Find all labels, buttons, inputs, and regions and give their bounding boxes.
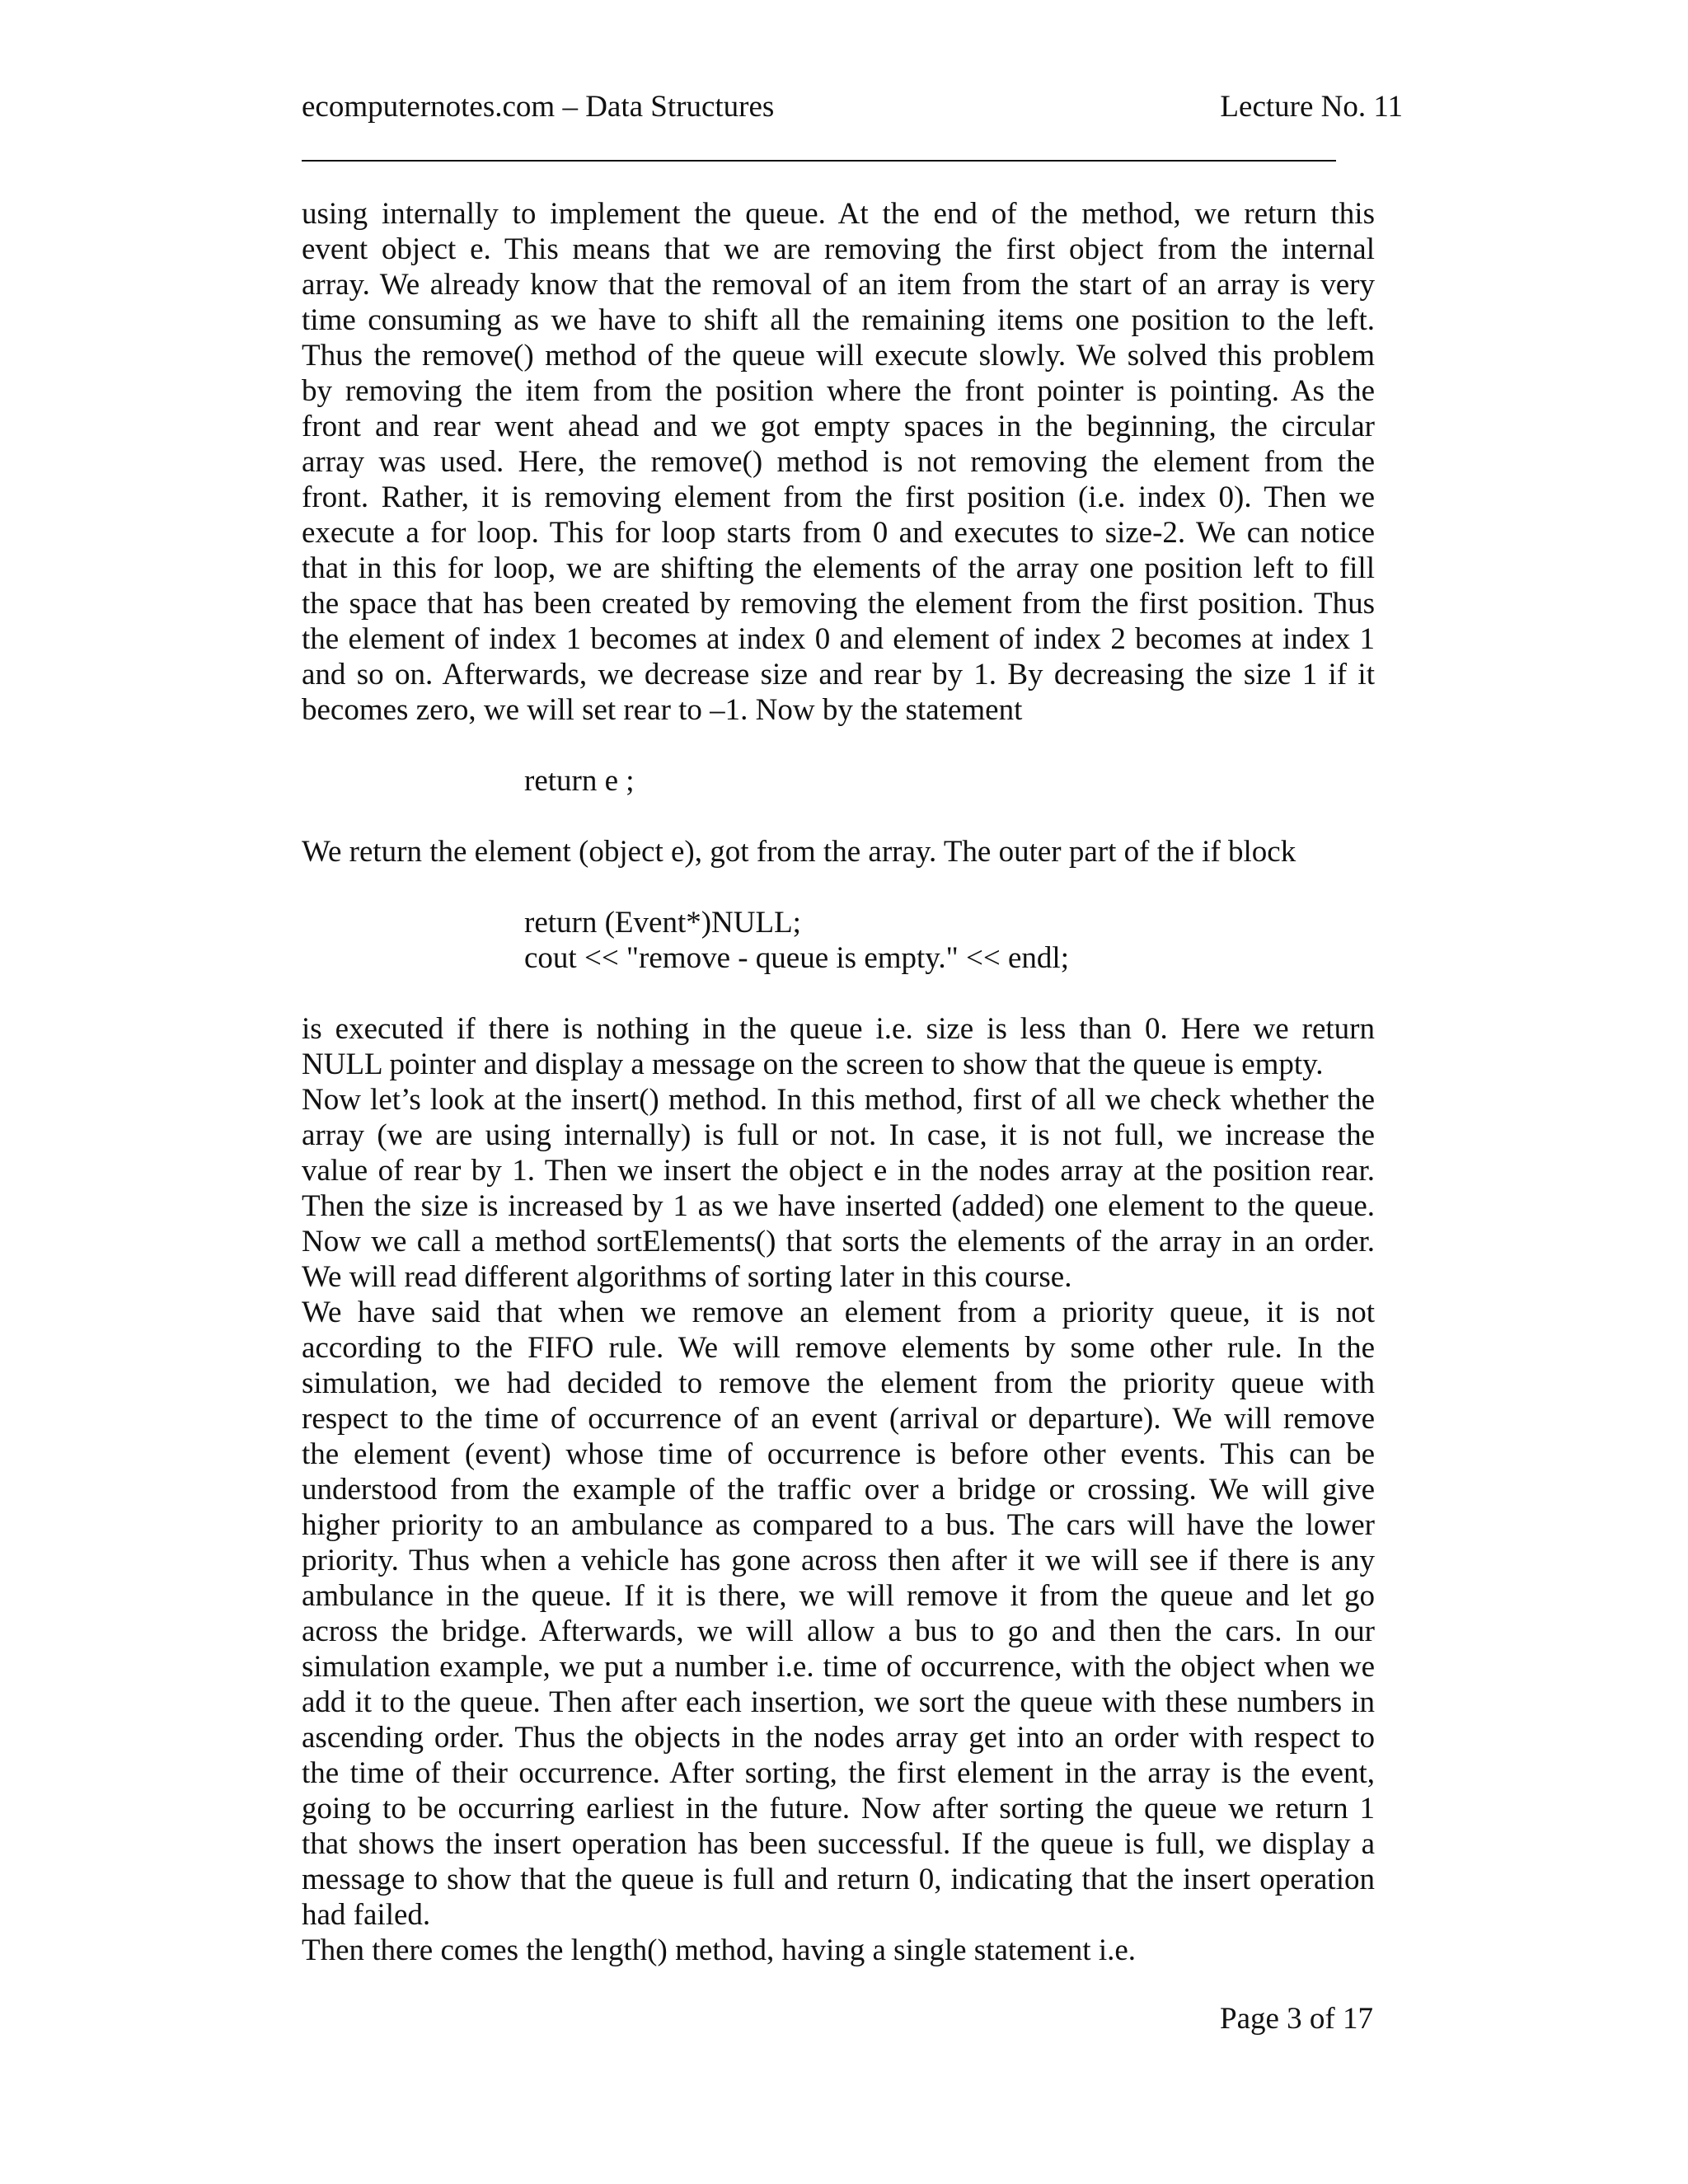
text-line: simulation example, we put a number i.e. time of occurrence, with the object when we <box>302 1650 1375 1684</box>
text-line: Then the size is increased by 1 as we have inserted (added) one element to the queue. <box>302 1189 1375 1223</box>
text-line: according to the FIFO rule. We will remove elements by some other rule. In the <box>302 1331 1375 1365</box>
document-body <box>302 196 1375 1968</box>
text-line: array. We already know that the removal of an item from the start of an array is very <box>302 268 1375 302</box>
text-line: had failed. <box>302 1898 431 1932</box>
text-line: by removing the item from the position where the front pointer is pointing. As the <box>302 374 1375 408</box>
text-line: We have said that when we remove an element from a priority queue, it is not <box>302 1296 1375 1329</box>
text-line: the space that has been created by removing the element from the first position. Thus <box>302 587 1375 621</box>
text-line: value of rear by 1. Then we insert the object e in the nodes array at the position rear. <box>302 1154 1375 1188</box>
text-line: NULL pointer and display a message on the screen to show that the queue is empty. <box>302 1047 1324 1081</box>
text-line: message to show that the queue is full and return 0, indicating that the insert operation <box>302 1863 1375 1896</box>
paragraph-remove-method <box>302 196 1375 728</box>
text-line: We will read different algorithms of sorting later in this course. <box>302 1260 1072 1294</box>
code-return-null: return (Event*)NULL; <box>524 906 801 940</box>
text-line: Now let’s look at the insert() method. In this method, first of all we check whether the <box>302 1083 1375 1117</box>
header-rule <box>302 160 1336 162</box>
paragraph-insert-method <box>302 1082 1375 1295</box>
text-line: Thus the remove() method of the queue will execute slowly. We solved this problem <box>302 339 1375 373</box>
text-line: and so on. Afterwards, we decrease size and rear by 1. By decreasing the size 1 if it <box>302 658 1375 691</box>
text-line: simulation, we had decided to remove the element from the priority queue with <box>302 1366 1375 1400</box>
text-line: the element (event) whose time of occurrence is before other events. This can be <box>302 1437 1375 1471</box>
text-line: respect to the time of occurrence of an event (arrival or departure). We will remove <box>302 1402 1375 1436</box>
text-line: the time of their occurrence. After sorting, the first element in the array is the event, <box>302 1756 1375 1790</box>
text-line: across the bridge. Afterwards, we will allow a bus to go and then the cars. In our <box>302 1615 1375 1648</box>
paragraph-priority-rule <box>302 1295 1375 1933</box>
text-line: understood from the example of the traffic over a bridge or crossing. We will give <box>302 1473 1375 1507</box>
text-line: higher priority to an ambulance as compared to a bus. The cars will have the lower <box>302 1508 1375 1542</box>
text-line: ascending order. Thus the objects in the nodes array get into an order with respect to <box>302 1721 1375 1755</box>
header-lecture-number: Lecture No. 11 <box>1220 90 1403 124</box>
text-line: array was used. Here, the remove() method is not removing the element from the <box>302 445 1375 479</box>
paragraph-length-method <box>302 1933 1375 1968</box>
text-line: time consuming as we have to shift all the remaining items one position to the left. <box>302 303 1375 337</box>
text-line: event object e. This means that we are removing the first object from the internal <box>302 232 1375 266</box>
text-line: front. Rather, it is removing element from the first position (i.e. index 0). Then we <box>302 480 1375 514</box>
text-line: using internally to implement the queue. At the end of the method, we return this <box>302 197 1375 231</box>
text-line: becomes zero, we will set rear to –1. Now by the statement <box>302 693 1023 727</box>
text-line: execute a for loop. This for loop starts from 0 and executes to size-2. We can notice <box>302 516 1375 550</box>
text-line: ambulance in the queue. If it is there, we will remove it from the queue and let go <box>302 1579 1375 1613</box>
text-line: that in this for loop, we are shifting the elements of the array one position left to fill <box>302 551 1375 585</box>
paragraph-outer-if <box>302 834 1375 869</box>
text-line: We return the element (object e), got from the array. The outer part of the if block <box>302 835 1296 869</box>
header-site-title: ecomputernotes.com – Data Structures <box>302 90 775 124</box>
text-line: Now we call a method sortElements() that sorts the elements of the array in an order. <box>302 1225 1375 1258</box>
text-line: Then there comes the length() method, having a single statement i.e. <box>302 1933 1137 1967</box>
text-line: add it to the queue. Then after each insertion, we sort the queue with these numbers in <box>302 1685 1375 1719</box>
text-line: array (we are using internally) is full or not. In case, it is not full, we increase the <box>302 1118 1375 1152</box>
text-line: is executed if there is nothing in the queue i.e. size is less than 0. Here we return <box>302 1012 1375 1046</box>
text-line: going to be occurring earliest in the future. Now after sorting the queue we return 1 <box>302 1792 1375 1825</box>
text-line: the element of index 1 becomes at index 0 and element of index 2 becomes at index 1 <box>302 622 1375 656</box>
text-line: that shows the insert operation has been successful. If the queue is full, we display a <box>302 1827 1375 1861</box>
text-line: front and rear went ahead and we got empty spaces in the beginning, the circular <box>302 410 1375 443</box>
text-line: priority. Thus when a vehicle has gone across then after it we will see if there is any <box>302 1544 1375 1577</box>
page-number: Page 3 of 17 <box>1220 2002 1373 2036</box>
paragraph-queue-empty <box>302 1011 1375 1082</box>
code-return-e: return e ; <box>524 764 635 798</box>
code-cout-empty: cout << "remove - queue is empty." << endl; <box>524 941 1069 975</box>
